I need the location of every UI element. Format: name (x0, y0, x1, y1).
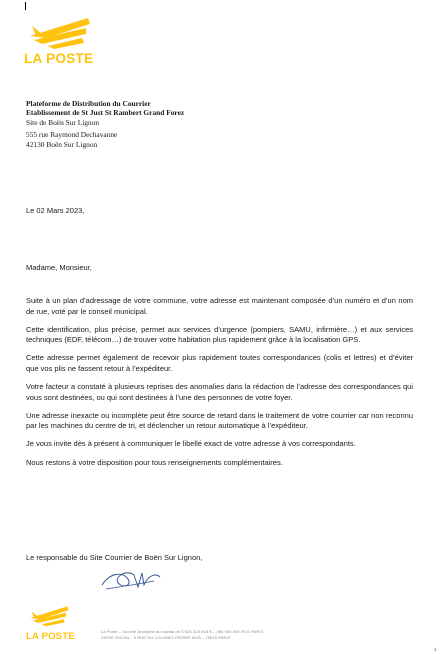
salutation: Madame, Monsieur, (26, 263, 92, 272)
sender-address-1: 555 rue Raymond Dechavanne (26, 130, 118, 140)
paragraph: Cette adresse permet également de recevoir plus rapidement toutes correspondances (colis et lettres) et d’éviter que vos plis ne fassent retour à l’expéditeur. (26, 353, 413, 373)
sender-line-3: Site de Boën Sur Lignon (26, 117, 100, 127)
sender-line-1: Plateforme de Distribution du Courrier (26, 99, 151, 108)
handwritten-signature (98, 565, 162, 595)
legal-line-2: SIÈGE SOCIAL : 9 RUE DU COLONEL PIERRE AVIA – 75015 PARIS (101, 635, 231, 640)
paragraph: Nous restons à votre disposition pour tous renseignements complémentaires. (26, 457, 283, 467)
text-cursor (25, 2, 26, 10)
logo-wordmark-footer: LA POSTE (26, 631, 75, 642)
sender-line-2: Etablissement de St Just St Rambert Grand Forez (26, 108, 185, 118)
page-number: 1 (434, 647, 437, 652)
legal-line-1: La Poste – Société Anonyme au capital de 5 620 325 816 € – 356 000 000 RCS PARIS (101, 629, 264, 634)
legal-footer (101, 629, 263, 641)
paragraph: Suite à un plan d’adressage de votre commune, votre adresse est maintenant composée d’un numéro et d’un nom de rue, voté par le conseil municipal. (26, 296, 413, 316)
closing-line: Le responsable du Site Courrier de Boën Sur Lignon, (26, 553, 203, 562)
paragraph: Votre facteur a constaté à plusieurs reprises des anomalies dans la rédaction de l’adresse des correspondances qui vous sont destinées, ou qui sont destinées à l’une des personnes de votre foyer. (26, 382, 413, 402)
letter-body (26, 296, 413, 476)
logo-wordmark: LA POSTE (24, 51, 94, 66)
sender-address-2: 42130 Boën Sur Lignon (26, 139, 98, 149)
bird-logo-icon (28, 16, 100, 50)
sender-block (26, 99, 184, 149)
paragraph: Cette identification, plus précise, permet aux services d’urgence (pompiers, SAMU, infirmière…) et aux services techniques (EDF, télécom…) de trouver votre habitation plus rapidement grâce à la localisation GPS. (26, 324, 413, 345)
paragraph: Je vous invite dès à présent à communiquer le libellé exact de votre adresse à vos correspondants. (26, 439, 356, 449)
bird-logo-icon (29, 605, 75, 627)
paragraph: Une adresse inexacte ou incomplète peut être source de retard dans le traitement de votre courrier car non reconnu par les machines du centre de tri, et déclencher un retour automatique à l’expéditeur. (26, 410, 413, 431)
la-poste-logo-footer (24, 605, 84, 645)
la-poste-logo (24, 16, 104, 68)
letter-date: Le 02 Mars 2023, (26, 206, 85, 215)
